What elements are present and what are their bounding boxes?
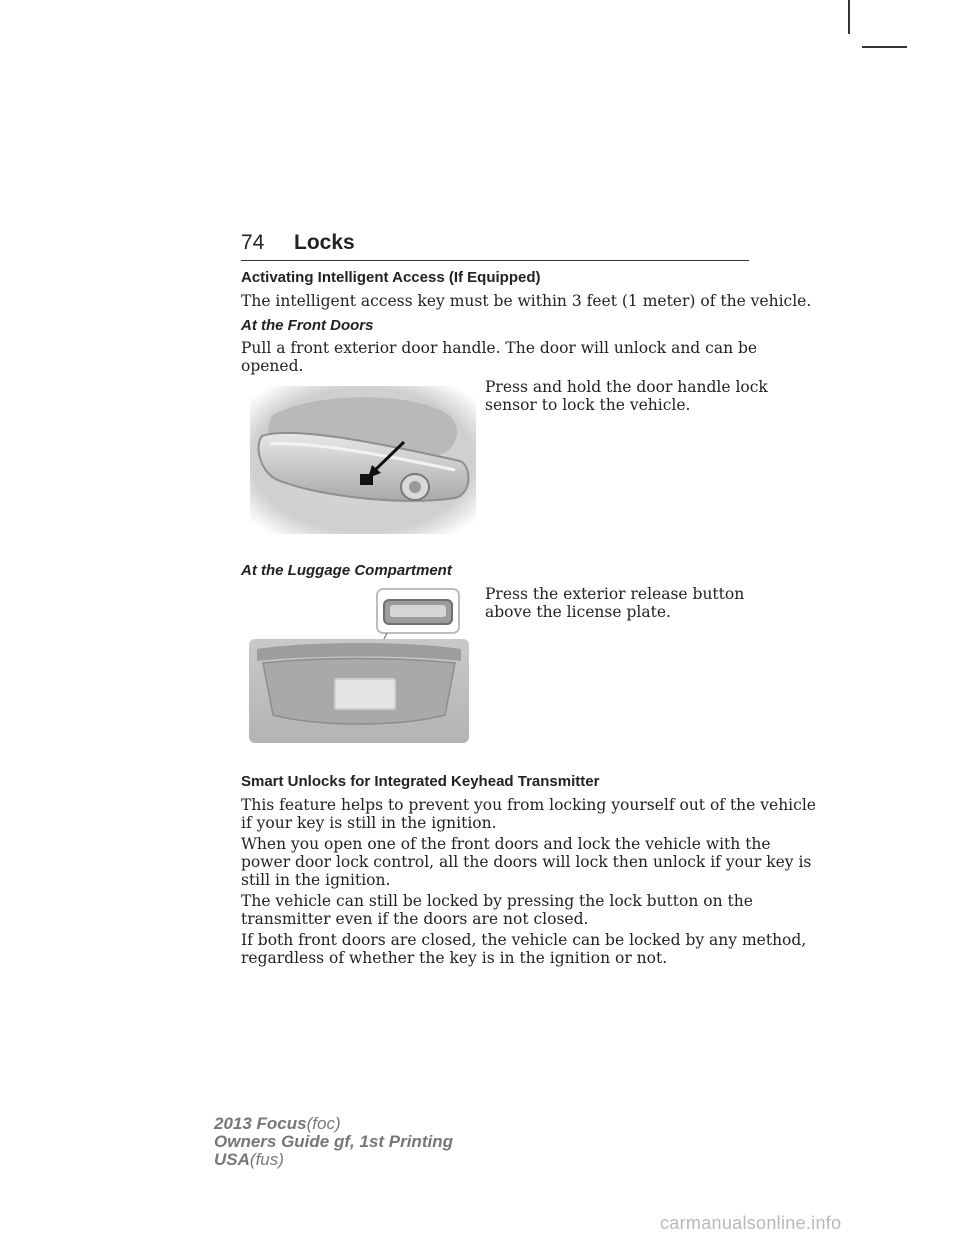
footer-market-code: (fus) bbox=[249, 1150, 284, 1169]
watermark-text: carmanualsonline.info bbox=[660, 1213, 842, 1233]
caption-door-sensor-line-2: sensor to lock the vehicle. bbox=[485, 396, 691, 414]
heading-activating-intelligent-access: Activating Intelligent Access (If Equipped) bbox=[241, 269, 541, 286]
license-plate bbox=[335, 679, 395, 709]
page-number: 74 bbox=[241, 231, 265, 254]
paragraph-smart-unlocks-2-line-1: When you open one of the front doors and lock the vehicle with the bbox=[241, 835, 771, 853]
section-title: Locks bbox=[294, 231, 355, 254]
paragraph-smart-unlocks-4-line-1: If both front doors are closed, the vehicle can be locked by any method, bbox=[241, 931, 807, 949]
footer-guide-line bbox=[214, 1133, 453, 1151]
footer-market-line bbox=[214, 1151, 453, 1169]
heading-front-doors: At the Front Doors bbox=[241, 317, 374, 334]
paragraph-smart-unlocks-4-line-2: regardless of whether the key is in the ignition or not. bbox=[241, 949, 668, 967]
paragraph-smart-unlocks-1-line-2: if your key is still in the ignition. bbox=[241, 814, 497, 832]
heading-luggage-compartment: At the Luggage Compartment bbox=[241, 562, 452, 579]
crop-mark-horizontal bbox=[862, 46, 907, 48]
paragraph-smart-unlocks-1-line-1: This feature helps to prevent you from locking yourself out of the vehicle bbox=[241, 796, 816, 814]
door-handle-illustration bbox=[250, 386, 476, 534]
luggage-release-illustration bbox=[249, 587, 469, 743]
caption-door-sensor-line-1: Press and hold the door handle lock bbox=[485, 378, 768, 396]
footer-model: 2013 Focus bbox=[214, 1114, 307, 1133]
footer-model-line bbox=[214, 1115, 453, 1133]
paragraph-smart-unlocks-3-line-1: The vehicle can still be locked by pressing the lock button on the bbox=[241, 892, 753, 910]
page-footer bbox=[214, 1115, 453, 1169]
heading-smart-unlocks: Smart Unlocks for Integrated Keyhead Transmitter bbox=[241, 773, 600, 790]
paragraph-front-doors-line-1: Pull a front exterior door handle. The door will unlock and can be bbox=[241, 339, 758, 357]
paragraph-front-doors-line-2: opened. bbox=[241, 357, 304, 375]
paragraph-smart-unlocks-2-line-3: still in the ignition. bbox=[241, 871, 391, 889]
crop-mark-vertical bbox=[848, 0, 850, 34]
paragraph-smart-unlocks-2-line-2: power door lock control, all the doors will lock then unlock if your key is bbox=[241, 853, 812, 871]
footer-market: USA bbox=[214, 1150, 250, 1169]
caption-release-button-line-2: above the license plate. bbox=[485, 603, 671, 621]
paragraph-smart-unlocks-3-line-2: transmitter even if the doors are not closed. bbox=[241, 910, 589, 928]
caption-release-button-line-1: Press the exterior release button bbox=[485, 585, 745, 603]
footer-model-code: (foc) bbox=[306, 1114, 341, 1133]
page-header bbox=[241, 228, 749, 261]
footer-guide: Owners Guide gf, 1st Printing bbox=[214, 1132, 453, 1151]
paragraph-key-range: The intelligent access key must be within 3 feet (1 meter) of the vehicle. bbox=[241, 292, 812, 310]
